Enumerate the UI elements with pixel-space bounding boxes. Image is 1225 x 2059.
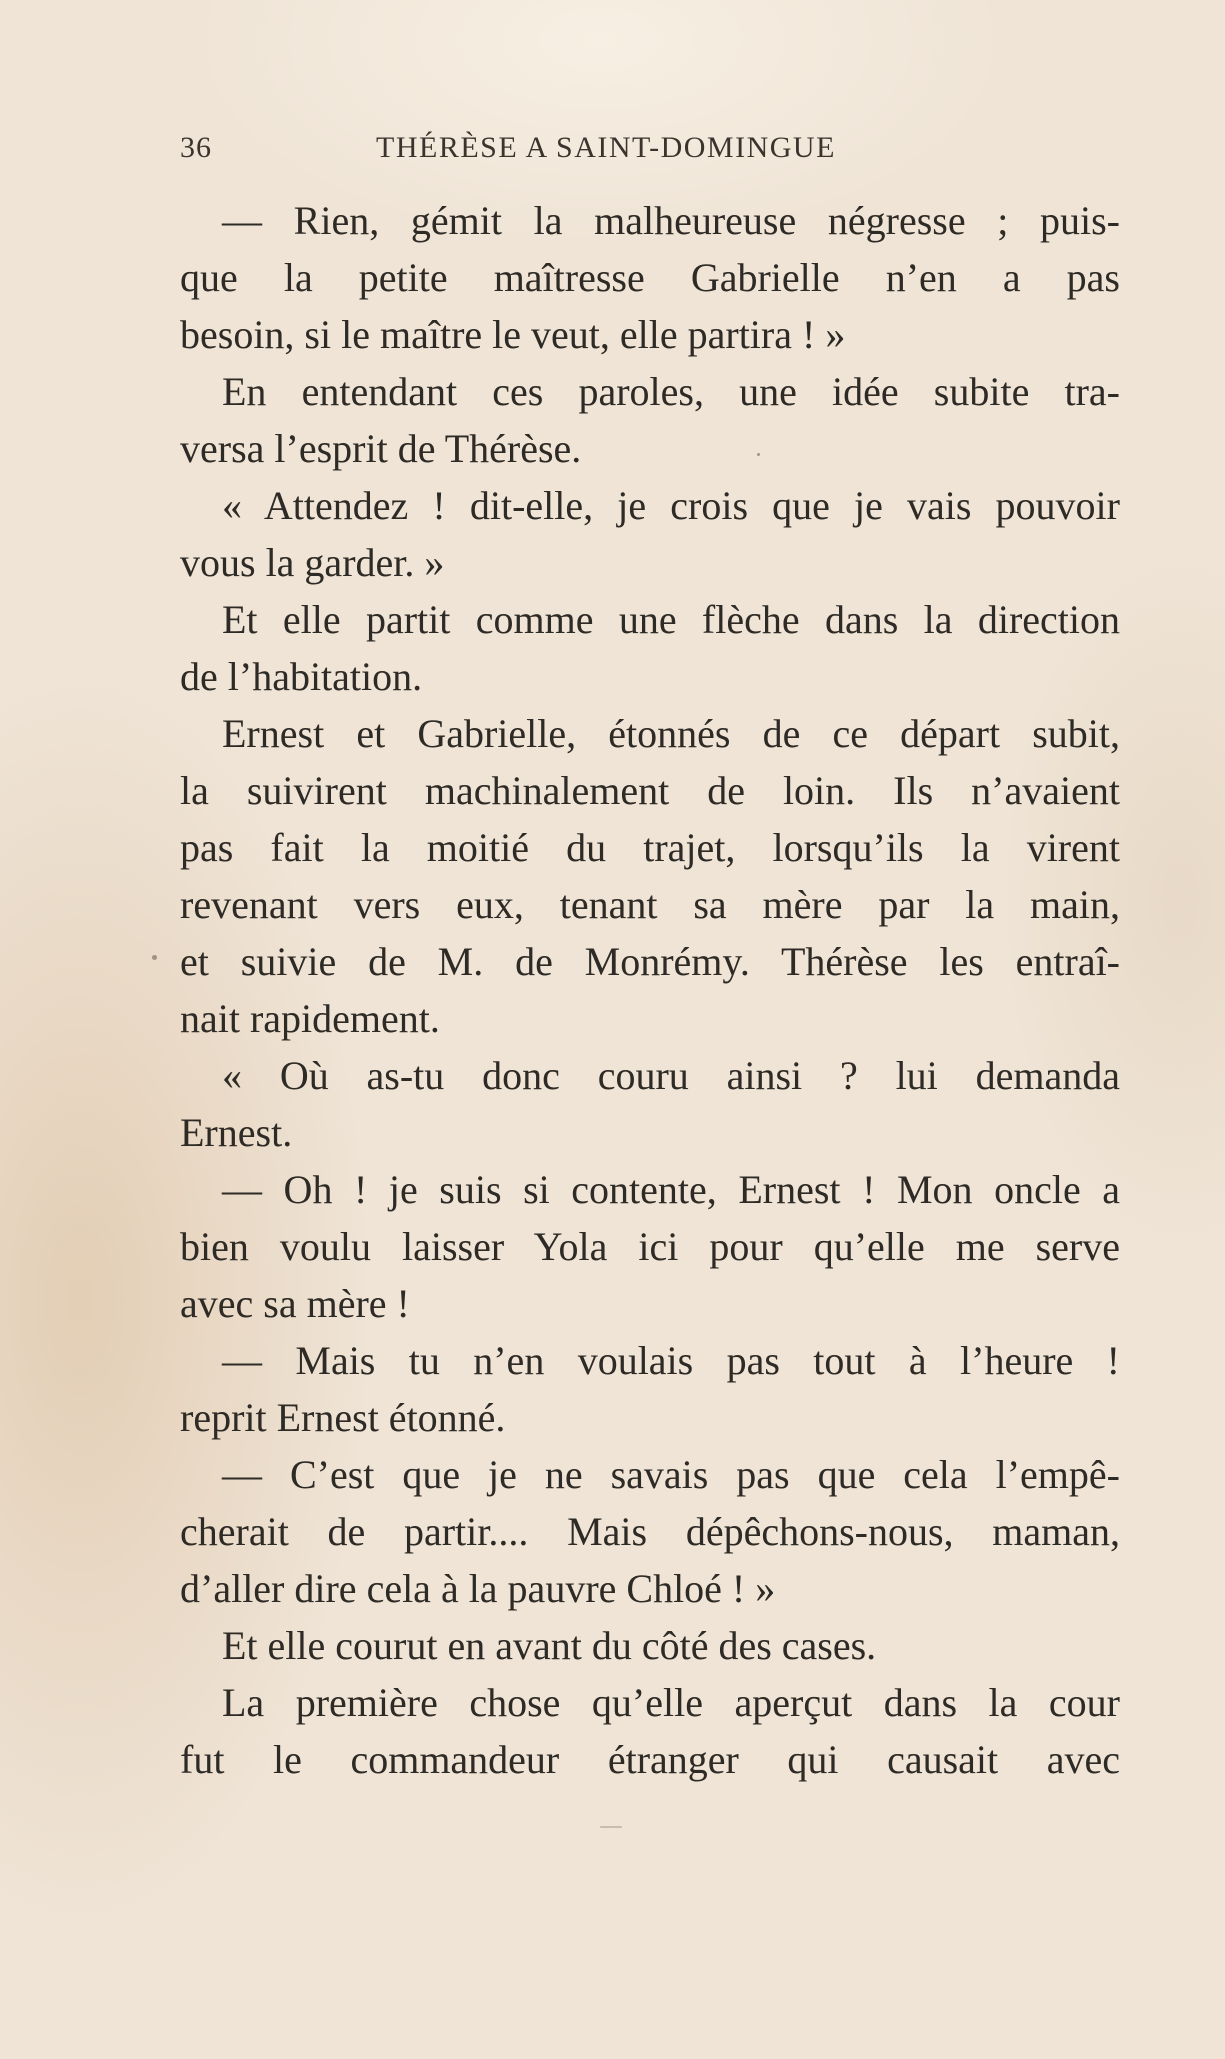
text-line: « Où as-tu donc couru ainsi ? lui demanda xyxy=(222,1053,1120,1098)
text-line: et suivie de M. de Monrémy. Thérèse les entraî- xyxy=(180,939,1120,984)
text-line: Et elle partit comme une flèche dans la direction xyxy=(222,597,1120,642)
ink-speck xyxy=(152,955,157,960)
text-line: cherait de partir.... Mais dépêchons-nous, maman, xyxy=(180,1509,1120,1554)
page-number: 36 xyxy=(180,131,212,164)
running-title: THÉRÈSE A SAINT-DOMINGUE xyxy=(376,131,836,164)
text-line: bien voulu laisser Yola ici pour qu’elle me serve xyxy=(180,1224,1120,1269)
text-line: avec sa mère ! xyxy=(180,1281,410,1326)
text-line: de l’habitation. xyxy=(180,654,423,699)
text-line: — C’est que je ne savais pas que cela l’empê- xyxy=(222,1452,1120,1497)
text-line: que la petite maîtresse Gabrielle n’en a pas xyxy=(180,255,1120,300)
text-line: besoin, si le maître le veut, elle partira ! » xyxy=(180,312,846,357)
running-head xyxy=(180,131,1116,171)
text-line: la suivirent machinalement de loin. Ils n’avaient xyxy=(180,768,1120,813)
text-line: revenant vers eux, tenant sa mère par la main, xyxy=(180,882,1120,927)
text-line: — Rien, gémit la malheureuse négresse ; puis- xyxy=(222,198,1120,243)
text-line: Et elle courut en avant du côté des cases. xyxy=(222,1623,877,1668)
text-line: Ernest. xyxy=(180,1110,293,1155)
ink-speck xyxy=(600,1826,622,1828)
text-line: reprit Ernest étonné. xyxy=(180,1395,506,1440)
text-line: La première chose qu’elle aperçut dans la cour xyxy=(222,1680,1120,1725)
text-line: Ernest et Gabrielle, étonnés de ce départ subit, xyxy=(222,711,1120,756)
text-line: versa l’esprit de Thérèse. xyxy=(180,426,582,471)
text-line: En entendant ces paroles, une idée subite tra- xyxy=(222,369,1120,414)
text-line: nait rapidement. xyxy=(180,996,440,1041)
text-line: — Oh ! je suis si contente, Ernest ! Mon oncle a xyxy=(222,1167,1120,1212)
text-line: « Attendez ! dit-elle, je crois que je vais pouvoir xyxy=(222,483,1120,528)
text-line: — Mais tu n’en voulais pas tout à l’heure ! xyxy=(222,1338,1120,1383)
text-line: pas fait la moitié du trajet, lorsqu’ils la virent xyxy=(180,825,1120,870)
text-line: fut le commandeur étranger qui causait avec xyxy=(180,1737,1120,1782)
body-text xyxy=(180,192,1120,1788)
text-line: vous la garder. » xyxy=(180,540,445,585)
text-line: d’aller dire cela à la pauvre Chloé ! » xyxy=(180,1566,776,1611)
ink-speck xyxy=(757,453,760,456)
